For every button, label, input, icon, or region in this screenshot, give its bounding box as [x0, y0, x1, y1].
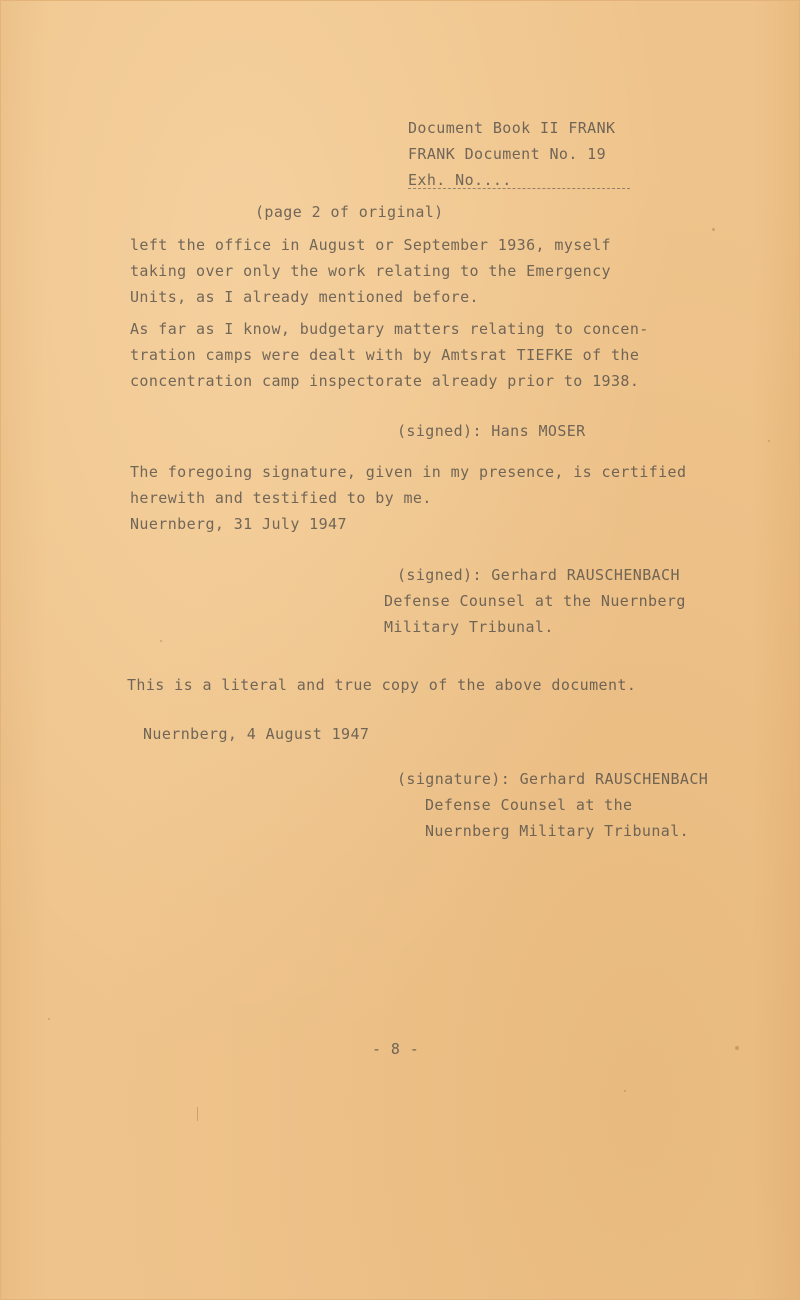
signature-rauschenbach-2-title: Defense Counsel at the — [425, 796, 633, 814]
paper-speck — [735, 1046, 739, 1050]
body-para1-line3: Units, as I already mentioned before. — [130, 288, 479, 306]
paper-speck — [197, 1107, 198, 1121]
body-para2-line1: As far as I know, budgetary matters relating to concen- — [130, 320, 649, 338]
body-para1-line1: left the office in August or September 1936, myself — [130, 236, 611, 254]
certification-line1: The foregoing signature, given in my presence, is certified — [130, 463, 687, 481]
paper-speck — [48, 1018, 50, 1020]
paper-speck — [768, 440, 770, 442]
signature-rauschenbach-tribunal: Military Tribunal. — [384, 618, 554, 636]
page-number: - 8 - — [372, 1040, 420, 1058]
paper-speck — [712, 228, 715, 231]
body-para2-line3: concentration camp inspectorate already prior to 1938. — [130, 372, 640, 390]
exhibit-underline — [408, 188, 630, 189]
paper-speck — [160, 640, 162, 642]
header-document-number: FRANK Document No. 19 — [408, 145, 607, 163]
body-para2-line2: tration camps were dealt with by Amtsrat TIEFKE of the — [130, 346, 640, 364]
certification-line2: herewith and testified to by me. — [130, 489, 432, 507]
body-para1-line2: taking over only the work relating to the Emergency — [130, 262, 611, 280]
paper-speck — [624, 1090, 626, 1092]
signature-rauschenbach-1: (signed): Gerhard RAUSCHENBACH — [397, 566, 680, 584]
copy-statement: This is a literal and true copy of the above document. — [127, 676, 637, 694]
page-marker: (page 2 of original) — [255, 203, 444, 221]
signature-rauschenbach-2: (signature): Gerhard RAUSCHENBACH — [397, 770, 709, 788]
header-exhibit-number: Exh. No.... — [408, 171, 512, 189]
signature-moser: (signed): Hans MOSER — [397, 422, 586, 440]
signature-rauschenbach-title: Defense Counsel at the Nuernberg — [384, 592, 686, 610]
copy-date: Nuernberg, 4 August 1947 — [143, 725, 370, 743]
signature-rauschenbach-2-tribunal: Nuernberg Military Tribunal. — [425, 822, 690, 840]
certification-date: Nuernberg, 31 July 1947 — [130, 515, 347, 533]
header-document-book: Document Book II FRANK — [408, 119, 616, 137]
